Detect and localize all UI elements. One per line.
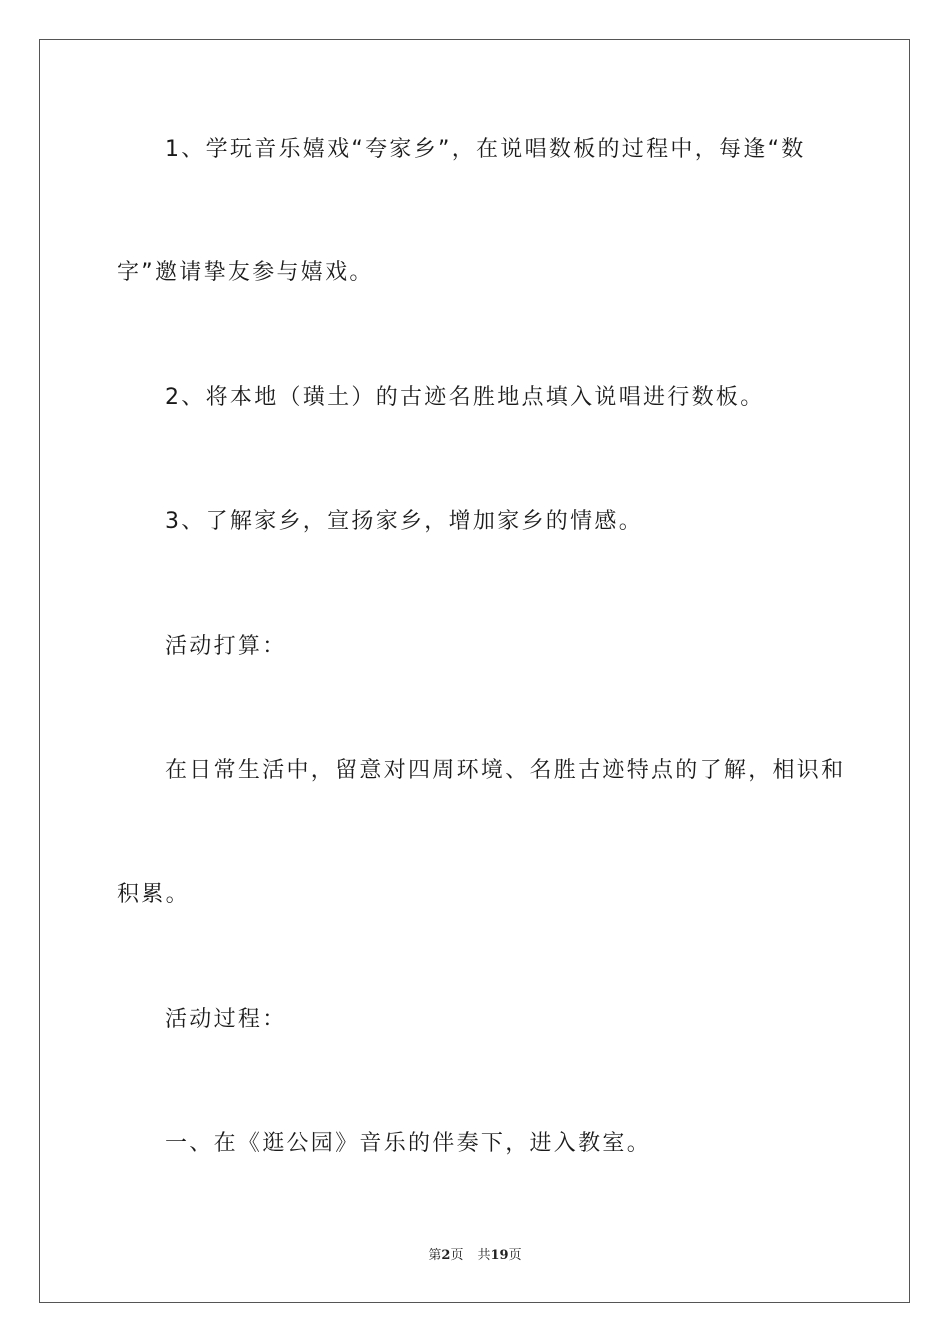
- paragraph-line-4: 3、了解家乡，宣扬家乡，增加家乡的情感。: [165, 509, 643, 534]
- section-heading-process: 活动过程：: [165, 1007, 287, 1032]
- paragraph-line-7: 积累。: [117, 882, 190, 907]
- page-footer: [0, 1247, 950, 1265]
- paragraph-line-3: 2、将本地（璜土）的古迹名胜地点填入说唱进行数板。: [165, 385, 765, 410]
- footer-total-number: 19: [490, 1248, 509, 1263]
- footer-page-number: 2: [441, 1248, 451, 1263]
- paragraph-line-1: 1、学玩音乐嬉戏“夸家乡”，在说唱数板的过程中，每逢“数: [165, 137, 806, 162]
- paragraph-line-9: 一、在《逛公园》音乐的伴奏下，进入教室。: [165, 1131, 652, 1156]
- section-heading-preparation: 活动打算：: [165, 634, 287, 659]
- footer-page-suffix: 页: [450, 1248, 464, 1263]
- footer-page-prefix: 第: [428, 1248, 442, 1263]
- page-frame: [39, 39, 910, 1303]
- footer-total-suffix: 页: [508, 1248, 522, 1263]
- footer-total-prefix: 共: [477, 1248, 491, 1263]
- paragraph-line-6: 在日常生活中，留意对四周环境、名胜古迹特点的了解，相识和: [165, 758, 846, 783]
- paragraph-line-2: 字”邀请挚友参与嬉戏。: [117, 260, 374, 285]
